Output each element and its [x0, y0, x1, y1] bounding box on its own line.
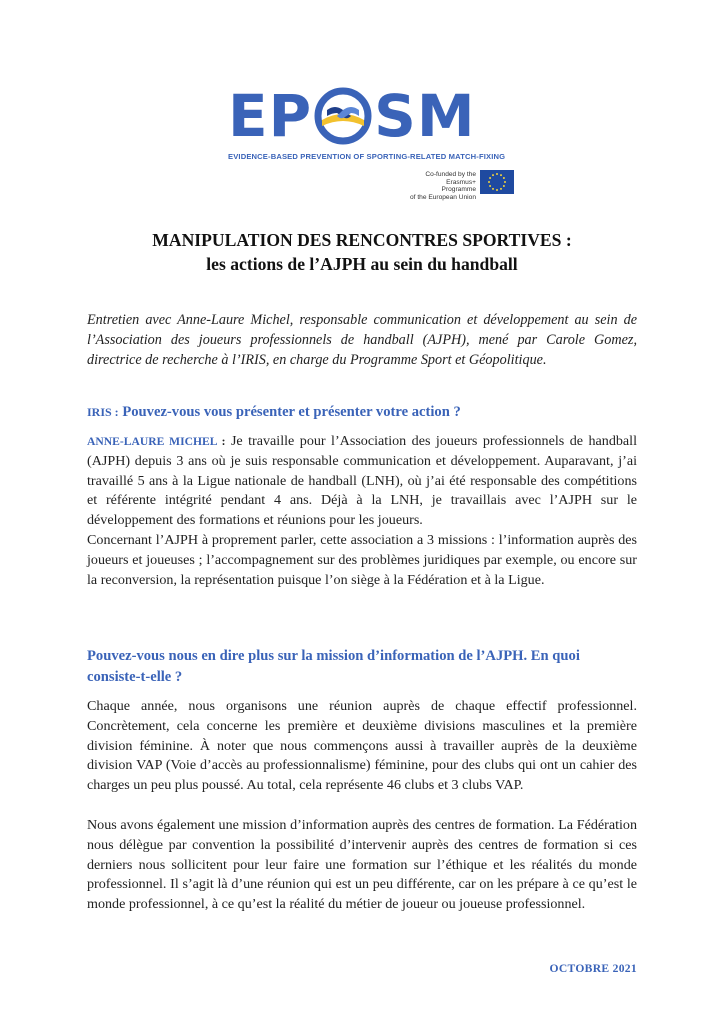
question-1-text: Pouvez-vous vous présenter et présenter votre action ? [122, 404, 461, 420]
title-line-2: les actions de l’AJPH au sein du handball [206, 254, 518, 274]
document-date: OCTOBRE 2021 [549, 962, 637, 975]
answer-1-speaker-colon: : [216, 435, 226, 448]
answer-1-paragraph [87, 432, 637, 531]
eu-text-line-1: Co-funded by the [425, 171, 476, 178]
question-1-speaker: IRIS : [87, 405, 119, 419]
title-line-1: MANIPULATION DES RENCONTRES SPORTIVES : [152, 230, 572, 250]
eu-flag-icon [480, 170, 514, 194]
answer-2-paragraph: Chaque année, nous organisons une réunion auprès de chaque effectif professionnel. Concrètement, cela concerne les première et deuxième divisions masculines et la première division féminine. À noter que nous commençons aussi à travailler auprès de la deuxième division VAP (Voie d’accès au professionnalisme) féminine, pour des clubs qui ont un cahier des charges un peu plus poussé. Au total, cela représente 46 clubs et 3 clubs VAP. [87, 698, 637, 794]
question-2: Pouvez-vous nous en dire plus sur la mission d’information de l’AJPH. En quoi consiste-t-elle ? [87, 648, 580, 685]
eu-funding-notice [410, 170, 510, 201]
handshake-icon [313, 86, 373, 146]
logo-letters-right: SM [374, 82, 476, 150]
eu-text-line-3: of the European Union [410, 193, 476, 201]
answer-1-speaker: ANNE-LAURE MICHEL [87, 435, 217, 448]
answer-3-paragraph: Nous avons également une mission d’information auprès des centres de formation. La Fédération nous délègue par convention la possibilité d’intervenir auprès des centres de formation si ces derniers nous sollicitent pour leur faire une formation sur l’éthique et les réalités du monde professionnel. Il s’agit là d’une réunion qui est un peu différente, car on les prépare à ce qu’est le monde professionnel, à ce qu’est la réalité du métier de joueur ou joueuse professionnel. [87, 817, 637, 913]
logo-letters-left: EP [228, 82, 313, 150]
intro-paragraph: Entretien avec Anne-Laure Michel, responsable communication et développement au sein de l’Association des joueurs professionnels de handball (AJPH), mené par Carole Gomez, directrice de recherche à l’IRIS, en charge du Programme Sport et Géopolitique. [87, 312, 637, 368]
document-title [60, 228, 664, 276]
logo-wordmark [228, 82, 476, 150]
logo-tagline: EVIDENCE-BASED PREVENTION OF SPORTING-RELATED MATCH-FIXING [228, 152, 506, 161]
answer-1-text: Je travaille pour l’Association des joueurs professionnels de handball (AJPH) depuis 3 ans où je suis responsable communication et développement. Auparavant, j’ai travaillé 5 ans à la Ligue nationale de handball (LNH), où j’ai été responsable des compétitions et référente intégrité pendant 4 ans. Déjà à la LNH, je travaillais avec l’AJPH sur le développement des formations et réunions pour les joueurs. [87, 433, 637, 529]
eu-funding-text [410, 171, 476, 201]
answer-1b-paragraph: Concernant l’AJPH à proprement parler, cette association a 3 missions : l’information auprès des joueurs et joueuses ; l’accompagnement sur des problèmes juridiques par exemple, ou encore sur la reconversion, la représentation puisque l’on siège à la Fédération et à la Ligue. [87, 532, 637, 588]
eu-text-line-2: Erasmus+ Programme [441, 178, 476, 194]
question-1 [87, 402, 637, 423]
eposm-logo [228, 82, 512, 172]
